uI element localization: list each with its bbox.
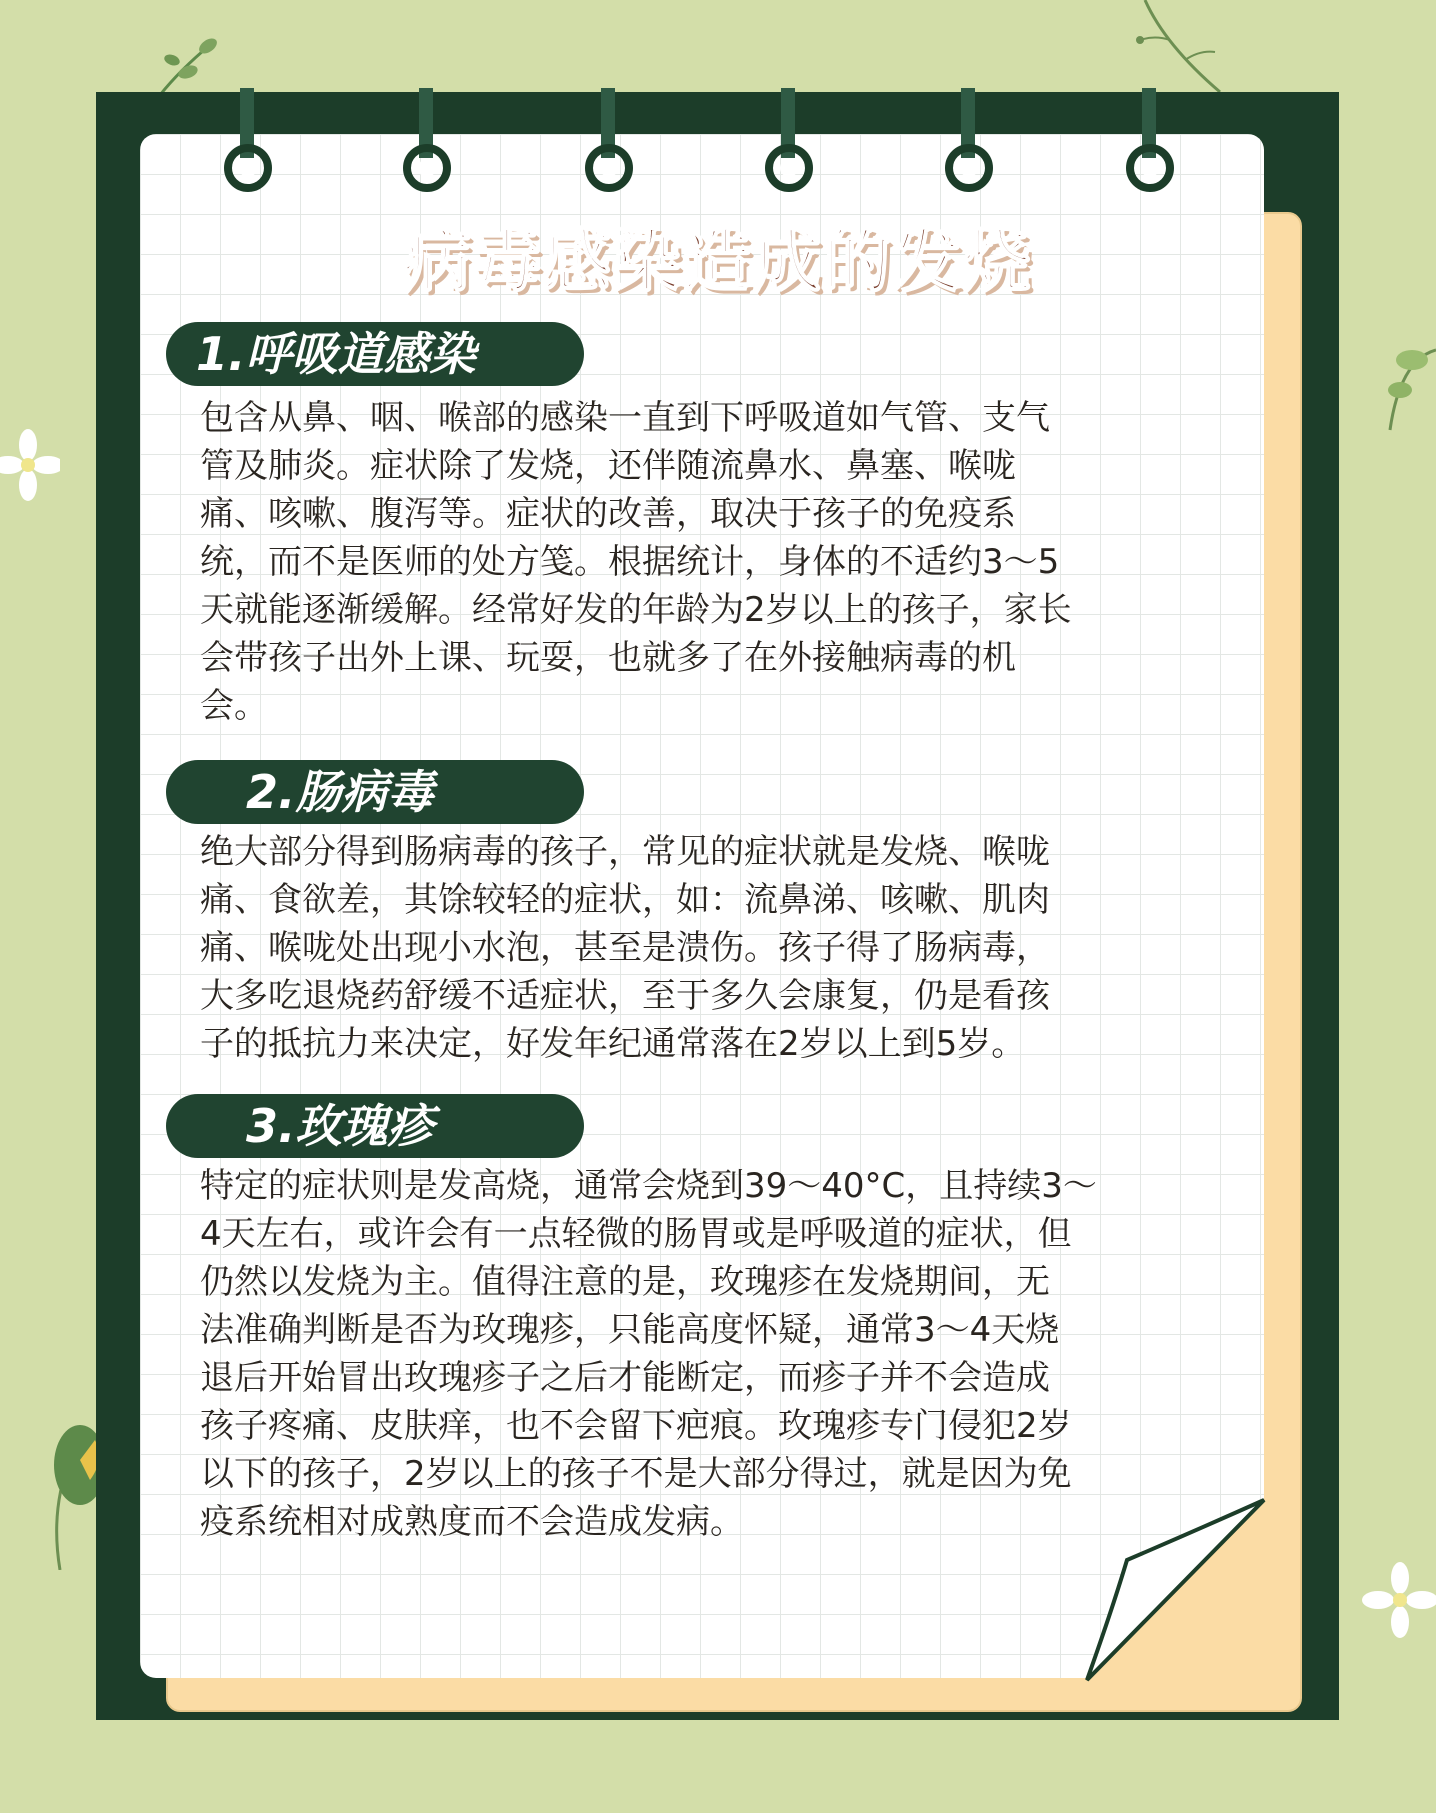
binder-ring-icon — [222, 88, 278, 196]
binder-ring-icon — [401, 88, 457, 196]
section-heading-text: 2.肠病毒 — [246, 765, 434, 819]
body-line: 统，而不是医师的处方笺。根据统计，身体的不适约3～5 — [200, 542, 1060, 582]
body-line: 天就能逐渐缓解。经常好发的年龄为2岁以上的孩子，家长 — [200, 590, 1072, 630]
body-line: 绝大部分得到肠病毒的孩子，常见的症状就是发烧、喉咙 — [200, 832, 1050, 872]
binder-ring-icon — [763, 88, 819, 196]
leaf-sprig-icon — [150, 30, 230, 100]
section-heading-text: 1.呼吸道感染 — [196, 327, 476, 381]
body-line: 管及肺炎。症状除了发烧，还伴随流鼻水、鼻塞、喉咙 — [200, 446, 1016, 486]
body-line: 特定的症状则是发高烧，通常会烧到39～40°C，且持续3～ — [200, 1166, 1097, 1206]
section-heading — [166, 322, 584, 386]
body-line: 疫系统相对成熟度而不会造成发病。 — [200, 1502, 744, 1542]
section-heading-text: 3.玫瑰疹 — [246, 1099, 434, 1153]
body-line: 痛、咳嗽、腹泻等。症状的改善，取决于孩子的免疫系 — [200, 494, 1016, 534]
flower-icon — [0, 425, 60, 505]
body-line: 仍然以发烧为主。值得注意的是，玫瑰疹在发烧期间，无 — [200, 1262, 1050, 1302]
section-body — [200, 394, 1240, 730]
body-line: 会带孩子出外上课、玩耍，也就多了在外接触病毒的机 — [200, 638, 1016, 678]
page-title: 病毒感染造成的发烧 — [402, 223, 1033, 302]
body-line: 退后开始冒出玫瑰疹子之后才能断定，而疹子并不会造成 — [200, 1358, 1050, 1398]
section-body — [200, 1162, 1240, 1546]
section-body — [200, 828, 1240, 1068]
leaf-branch-icon — [1370, 330, 1436, 440]
section-heading — [166, 1094, 584, 1158]
body-line: 痛、喉咙处出现小水泡，甚至是溃伤。孩子得了肠病毒， — [200, 928, 1050, 968]
body-line: 包含从鼻、咽、喉部的感染一直到下呼吸道如气管、支气 — [200, 398, 1050, 438]
body-line: 以下的孩子，2岁以上的孩子不是大部分得过，就是因为免 — [200, 1454, 1072, 1494]
body-line: 4天左右，或许会有一点轻微的肠胃或是呼吸道的症状，但 — [200, 1214, 1072, 1254]
body-line: 孩子疼痛、皮肤痒，也不会留下疤痕。玫瑰疹专门侵犯2岁 — [200, 1406, 1072, 1446]
twig-icon — [1130, 0, 1240, 95]
body-line: 法准确判断是否为玫瑰疹，只能高度怀疑，通常3～4天烧 — [200, 1310, 1060, 1350]
body-line: 大多吃退烧药舒缓不适症状，至于多久会康复，仍是看孩 — [200, 976, 1050, 1016]
flower-icon — [1360, 1560, 1436, 1640]
section-heading — [166, 760, 584, 824]
body-line: 子的抵抗力来决定，好发年纪通常落在2岁以上到5岁。 — [200, 1024, 1026, 1064]
binder-ring-icon — [943, 88, 999, 196]
body-line: 会。 — [200, 686, 268, 726]
binder-ring-icon — [583, 88, 639, 196]
body-line: 痛、食欲差，其馀较轻的症状，如：流鼻涕、咳嗽、肌肉 — [200, 880, 1050, 920]
bell-flower-icon — [20, 1420, 100, 1570]
binder-ring-icon — [1124, 88, 1180, 196]
